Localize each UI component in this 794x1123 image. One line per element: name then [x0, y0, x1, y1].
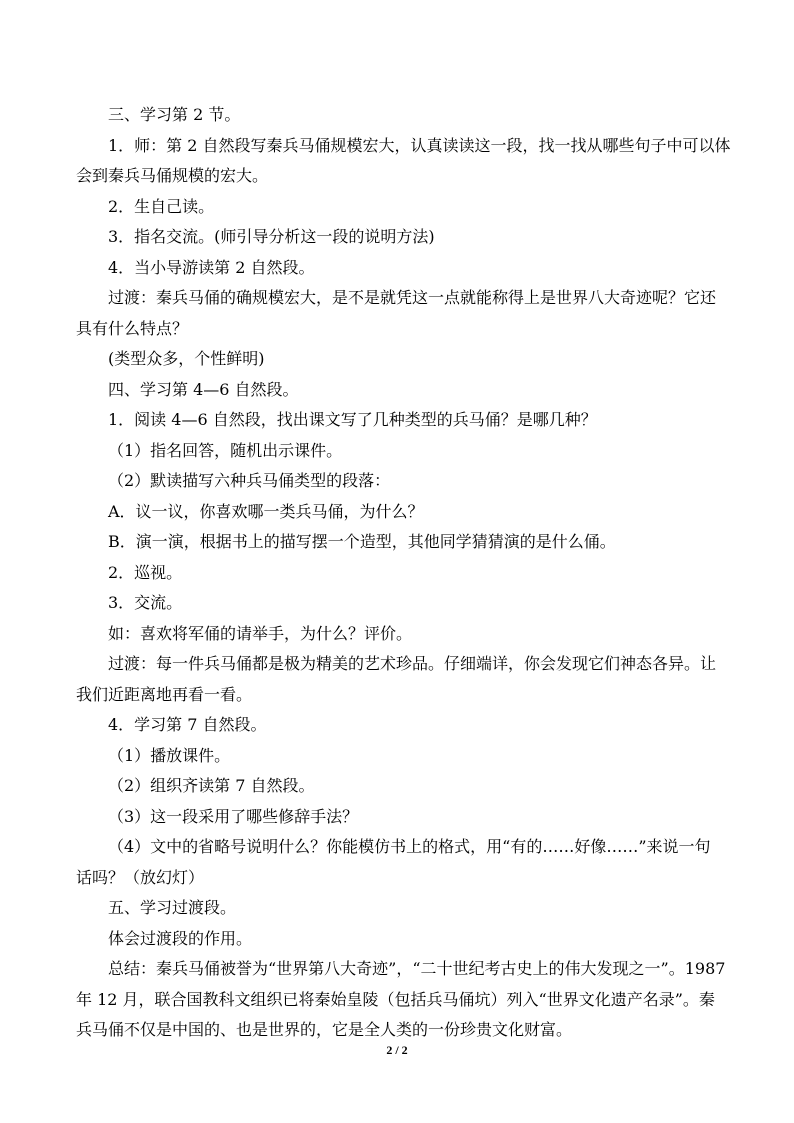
text-line: （2）组织齐读第 7 自然段。	[108, 776, 315, 795]
text-line: （1）播放课件。	[108, 745, 231, 765]
text-line: 体会过渡段的作用。	[108, 928, 253, 948]
text-line: 会到秦兵马俑规模的宏大。	[76, 166, 269, 185]
text-line: 三、学习第 2 节。	[108, 105, 241, 124]
document-body	[76, 100, 731, 1046]
text-line: 2．生自己读。	[108, 196, 215, 216]
text-line: 年 12 月，联合国教科文组织已将秦始皇陵（包括兵马俑坑）列入“世界文化遗产名录”。秦	[76, 989, 715, 1009]
text-line: （2）默读描写六种兵马俑类型的段落：	[108, 471, 391, 490]
text-line: （3）这一段采用了哪些修辞手法？	[108, 806, 359, 826]
text-line: 1．师：第 2 自然段写秦兵马俑规模宏大，认真读读这一段，找一找从哪些句子中可以体	[108, 135, 731, 155]
text-line: 兵马俑不仅是中国的、也是世界的，它是全人类的一份珍贵文化财富。	[76, 1020, 573, 1039]
text-line: 话吗？（放幻灯）	[76, 867, 205, 887]
text-line: 4．当小导游读第 2 自然段。	[108, 257, 315, 277]
text-line: 3．交流。	[108, 593, 183, 612]
text-line: 五、学习过渡段。	[108, 898, 237, 917]
text-line: A．议一议，你喜欢哪一类兵马俑，为什么？	[108, 501, 424, 521]
text-line: 4．学习第 7 自然段。	[108, 715, 267, 734]
text-line: (类型众多，个性鲜明)	[108, 349, 265, 368]
text-line: 2．巡视。	[108, 562, 183, 582]
text-line: 四、学习第 4—6 自然段。	[108, 379, 299, 399]
text-line: 具有什么特点？	[76, 318, 189, 338]
text-line: B．演一演，根据书上的描写摆一个造型，其他同学猜猜演的是什么俑。	[108, 532, 616, 551]
text-line: 我们近距离地再看一看。	[76, 684, 253, 704]
text-line: 如：喜欢将军俑的请举手，为什么？评价。	[108, 623, 413, 643]
page-number: 2 / 2	[386, 1043, 408, 1057]
text-line: 3．指名交流。(师引导分析这一段的说明方法)	[108, 227, 435, 246]
text-line: 总结：秦兵马俑被誉为“世界第八大奇迹”，“二十世纪考古史上的伟大发现之一”。1987	[108, 959, 726, 978]
text-line: 过渡：秦兵马俑的确规模宏大，是不是就凭这一点就能称得上是世界八大奇迹呢？它还	[108, 288, 717, 307]
text-line: （4）文中的省略号说明什么？你能模仿书上的格式，用“有的……好像……”来说一句	[108, 837, 711, 856]
text-line: 1．阅读 4—6 自然段，找出课文写了几种类型的兵马俑？是哪几种？	[108, 410, 597, 429]
text-line: 过渡：每一件兵马俑都是极为精美的艺术珍品。仔细端详，你会发现它们神态各异。让	[108, 654, 717, 673]
text-line: （1）指名回答，随机出示课件。	[108, 440, 343, 460]
